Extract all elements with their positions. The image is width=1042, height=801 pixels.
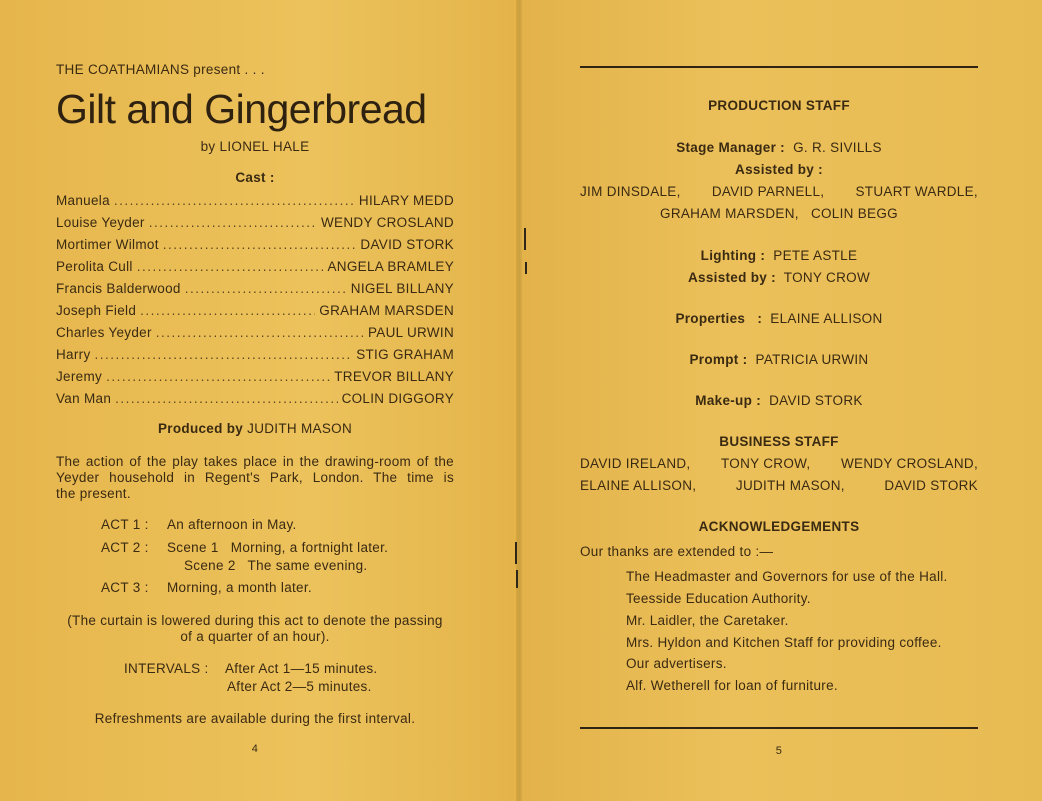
leader-dots xyxy=(156,325,364,340)
staple-top-lower xyxy=(525,262,527,274)
cast-actor: GRAHAM MARSDEN xyxy=(319,303,454,318)
cast-row xyxy=(56,259,454,277)
cast-role: Francis Balderwood xyxy=(56,281,181,296)
leader-dots xyxy=(149,215,317,230)
act2-scene2: Scene 2 The same evening. xyxy=(184,558,368,573)
cast-actor: STIG GRAHAM xyxy=(356,347,454,362)
setting-line-1: The action of the play takes place in the drawing-room of the xyxy=(56,454,454,469)
leader-dots xyxy=(95,347,353,362)
properties-label: Properties : xyxy=(675,311,763,326)
cast-actor: NIGEL BILLANY xyxy=(350,281,454,296)
properties-line xyxy=(580,311,978,326)
business-name: DAVID IRELAND, xyxy=(580,456,691,471)
page-number-right: 5 xyxy=(775,745,783,757)
leader-dots xyxy=(114,193,355,208)
setting-line-3: the present. xyxy=(56,486,131,501)
cast-row xyxy=(56,391,454,409)
lighting-assist-line xyxy=(580,270,978,285)
leader-dots xyxy=(106,369,330,384)
ack-intro: Our thanks are extended to :— xyxy=(580,544,774,559)
act3-text: Morning, a month later. xyxy=(167,580,312,595)
act1-label: ACT 1 : xyxy=(101,517,149,532)
properties-name: ELAINE ALLISON xyxy=(770,311,883,326)
staple-bottom-lower xyxy=(516,570,518,588)
business-name: DAVID STORK xyxy=(884,478,978,493)
production-staff-heading: PRODUCTION STAFF xyxy=(708,98,850,113)
presenter-line: THE COATHAMIANS present . . . xyxy=(56,62,265,77)
lighting-assist-label: Assisted by : xyxy=(687,270,776,285)
interval-1: After Act 1—15 minutes. xyxy=(225,661,378,676)
assistant-name: JIM DINSDALE, xyxy=(580,184,681,199)
ack-item: Mr. Laidler, the Caretaker. xyxy=(626,613,789,628)
cast-row xyxy=(56,347,454,365)
cast-row xyxy=(56,369,454,387)
business-name: TONY CROW, xyxy=(720,456,811,471)
author-line: by LIONEL HALE xyxy=(200,139,310,154)
cast-actor: COLIN DIGGORY xyxy=(341,391,454,406)
leader-dots xyxy=(137,259,324,274)
curtain-note-1: (The curtain is lowered during this act to denote the passing xyxy=(67,613,443,628)
cast-row xyxy=(56,325,454,343)
center-fold xyxy=(516,0,522,801)
cast-row xyxy=(56,303,454,321)
ack-item: Alf. Wetherell for loan of furniture. xyxy=(626,678,838,693)
ack-item: The Headmaster and Governors for use of the Hall. xyxy=(626,569,948,584)
cast-actor: DAVID STORK xyxy=(360,237,454,252)
cast-row xyxy=(56,215,454,233)
acknowledgements-heading: ACKNOWLEDGEMENTS xyxy=(698,519,860,534)
business-staff-heading: BUSINESS STAFF xyxy=(719,434,839,449)
prompt-name: PATRICIA URWIN xyxy=(755,352,869,367)
cast-role: Jeremy xyxy=(56,369,103,384)
lighting-assist-name: TONY CROW xyxy=(783,270,870,285)
page-number-left: 4 xyxy=(251,743,259,755)
cast-role: Louise Yeyder xyxy=(56,215,145,230)
act1-text: An afternoon in May. xyxy=(167,517,297,532)
produced-by-label: Produced by xyxy=(158,421,244,436)
ack-item: Our advertisers. xyxy=(626,656,727,671)
leader-dots xyxy=(140,303,315,318)
business-name: ELAINE ALLISON, xyxy=(580,478,697,493)
stage-manager-label: Stage Manager : xyxy=(676,140,785,155)
cast-actor: ANGELA BRAMLEY xyxy=(327,259,454,274)
prompt-label: Prompt : xyxy=(689,352,748,367)
sm-assistants-line-1 xyxy=(580,184,978,199)
assisted-by-heading: Assisted by : xyxy=(735,162,823,177)
lighting-label: Lighting : xyxy=(700,248,766,263)
makeup-line xyxy=(580,393,978,408)
makeup-label: Make-up : xyxy=(695,393,762,408)
cast-role: Van Man xyxy=(56,391,112,406)
leader-dots xyxy=(185,281,347,296)
bottom-rule xyxy=(580,727,978,729)
interval-2: After Act 2—5 minutes. xyxy=(227,679,372,694)
cast-row xyxy=(56,281,454,299)
staple-top xyxy=(524,228,526,250)
cast-role: Mortimer Wilmot xyxy=(56,237,159,252)
prompt-line xyxy=(580,352,978,367)
cast-role: Joseph Field xyxy=(56,303,137,318)
top-rule xyxy=(580,66,978,68)
cast-actor: PAUL URWIN xyxy=(367,325,454,340)
act3-label: ACT 3 : xyxy=(101,580,149,595)
play-title: Gilt and Gingerbread xyxy=(56,86,427,132)
refreshments-note: Refreshments are available during the first interval. xyxy=(94,711,416,726)
cast-actor: HILARY MEDD xyxy=(358,193,454,208)
cast-row xyxy=(56,237,454,255)
staple-bottom xyxy=(515,542,517,564)
cast-heading: Cast : xyxy=(235,170,275,185)
cast-role: Perolita Cull xyxy=(56,259,133,274)
cast-role: Charles Yeyder xyxy=(56,325,152,340)
ack-item: Mrs. Hyldon and Kitchen Staff for providing coffee. xyxy=(626,635,942,650)
stage-manager-line xyxy=(580,140,978,155)
sm-assistants-line-2: GRAHAM MARSDEN, COLIN BEGG xyxy=(660,206,898,221)
leader-dots xyxy=(163,237,357,252)
business-line-2 xyxy=(580,478,978,493)
makeup-name: DAVID STORK xyxy=(769,393,863,408)
intervals-label: INTERVALS : xyxy=(124,661,209,676)
act2-scene1: Scene 1 Morning, a fortnight later. xyxy=(167,540,389,555)
cast-actor: TREVOR BILLANY xyxy=(334,369,454,384)
producer-line xyxy=(56,421,454,436)
assistant-name: STUART WARDLE, xyxy=(855,184,978,199)
act2-label: ACT 2 : xyxy=(101,540,149,555)
producer-name: JUDITH MASON xyxy=(247,421,352,436)
assistant-name: DAVID PARNELL, xyxy=(711,184,825,199)
setting-line-2: Yeyder household in Regent's Park, London. The time is xyxy=(56,470,454,485)
cast-row xyxy=(56,193,454,211)
lighting-line xyxy=(580,248,978,263)
cast-role: Harry xyxy=(56,347,91,362)
business-line-1 xyxy=(580,456,978,471)
business-name: WENDY CROSLAND, xyxy=(840,456,978,471)
stage-manager-name: G. R. SIVILLS xyxy=(793,140,882,155)
lighting-name: PETE ASTLE xyxy=(773,248,858,263)
leader-dots xyxy=(115,391,337,406)
cast-actor: WENDY CROSLAND xyxy=(321,215,454,230)
curtain-note-2: of a quarter of an hour). xyxy=(180,629,330,644)
business-name: JUDITH MASON, xyxy=(735,478,845,493)
cast-role: Manuela xyxy=(56,193,110,208)
ack-item: Teesside Education Authority. xyxy=(626,591,811,606)
